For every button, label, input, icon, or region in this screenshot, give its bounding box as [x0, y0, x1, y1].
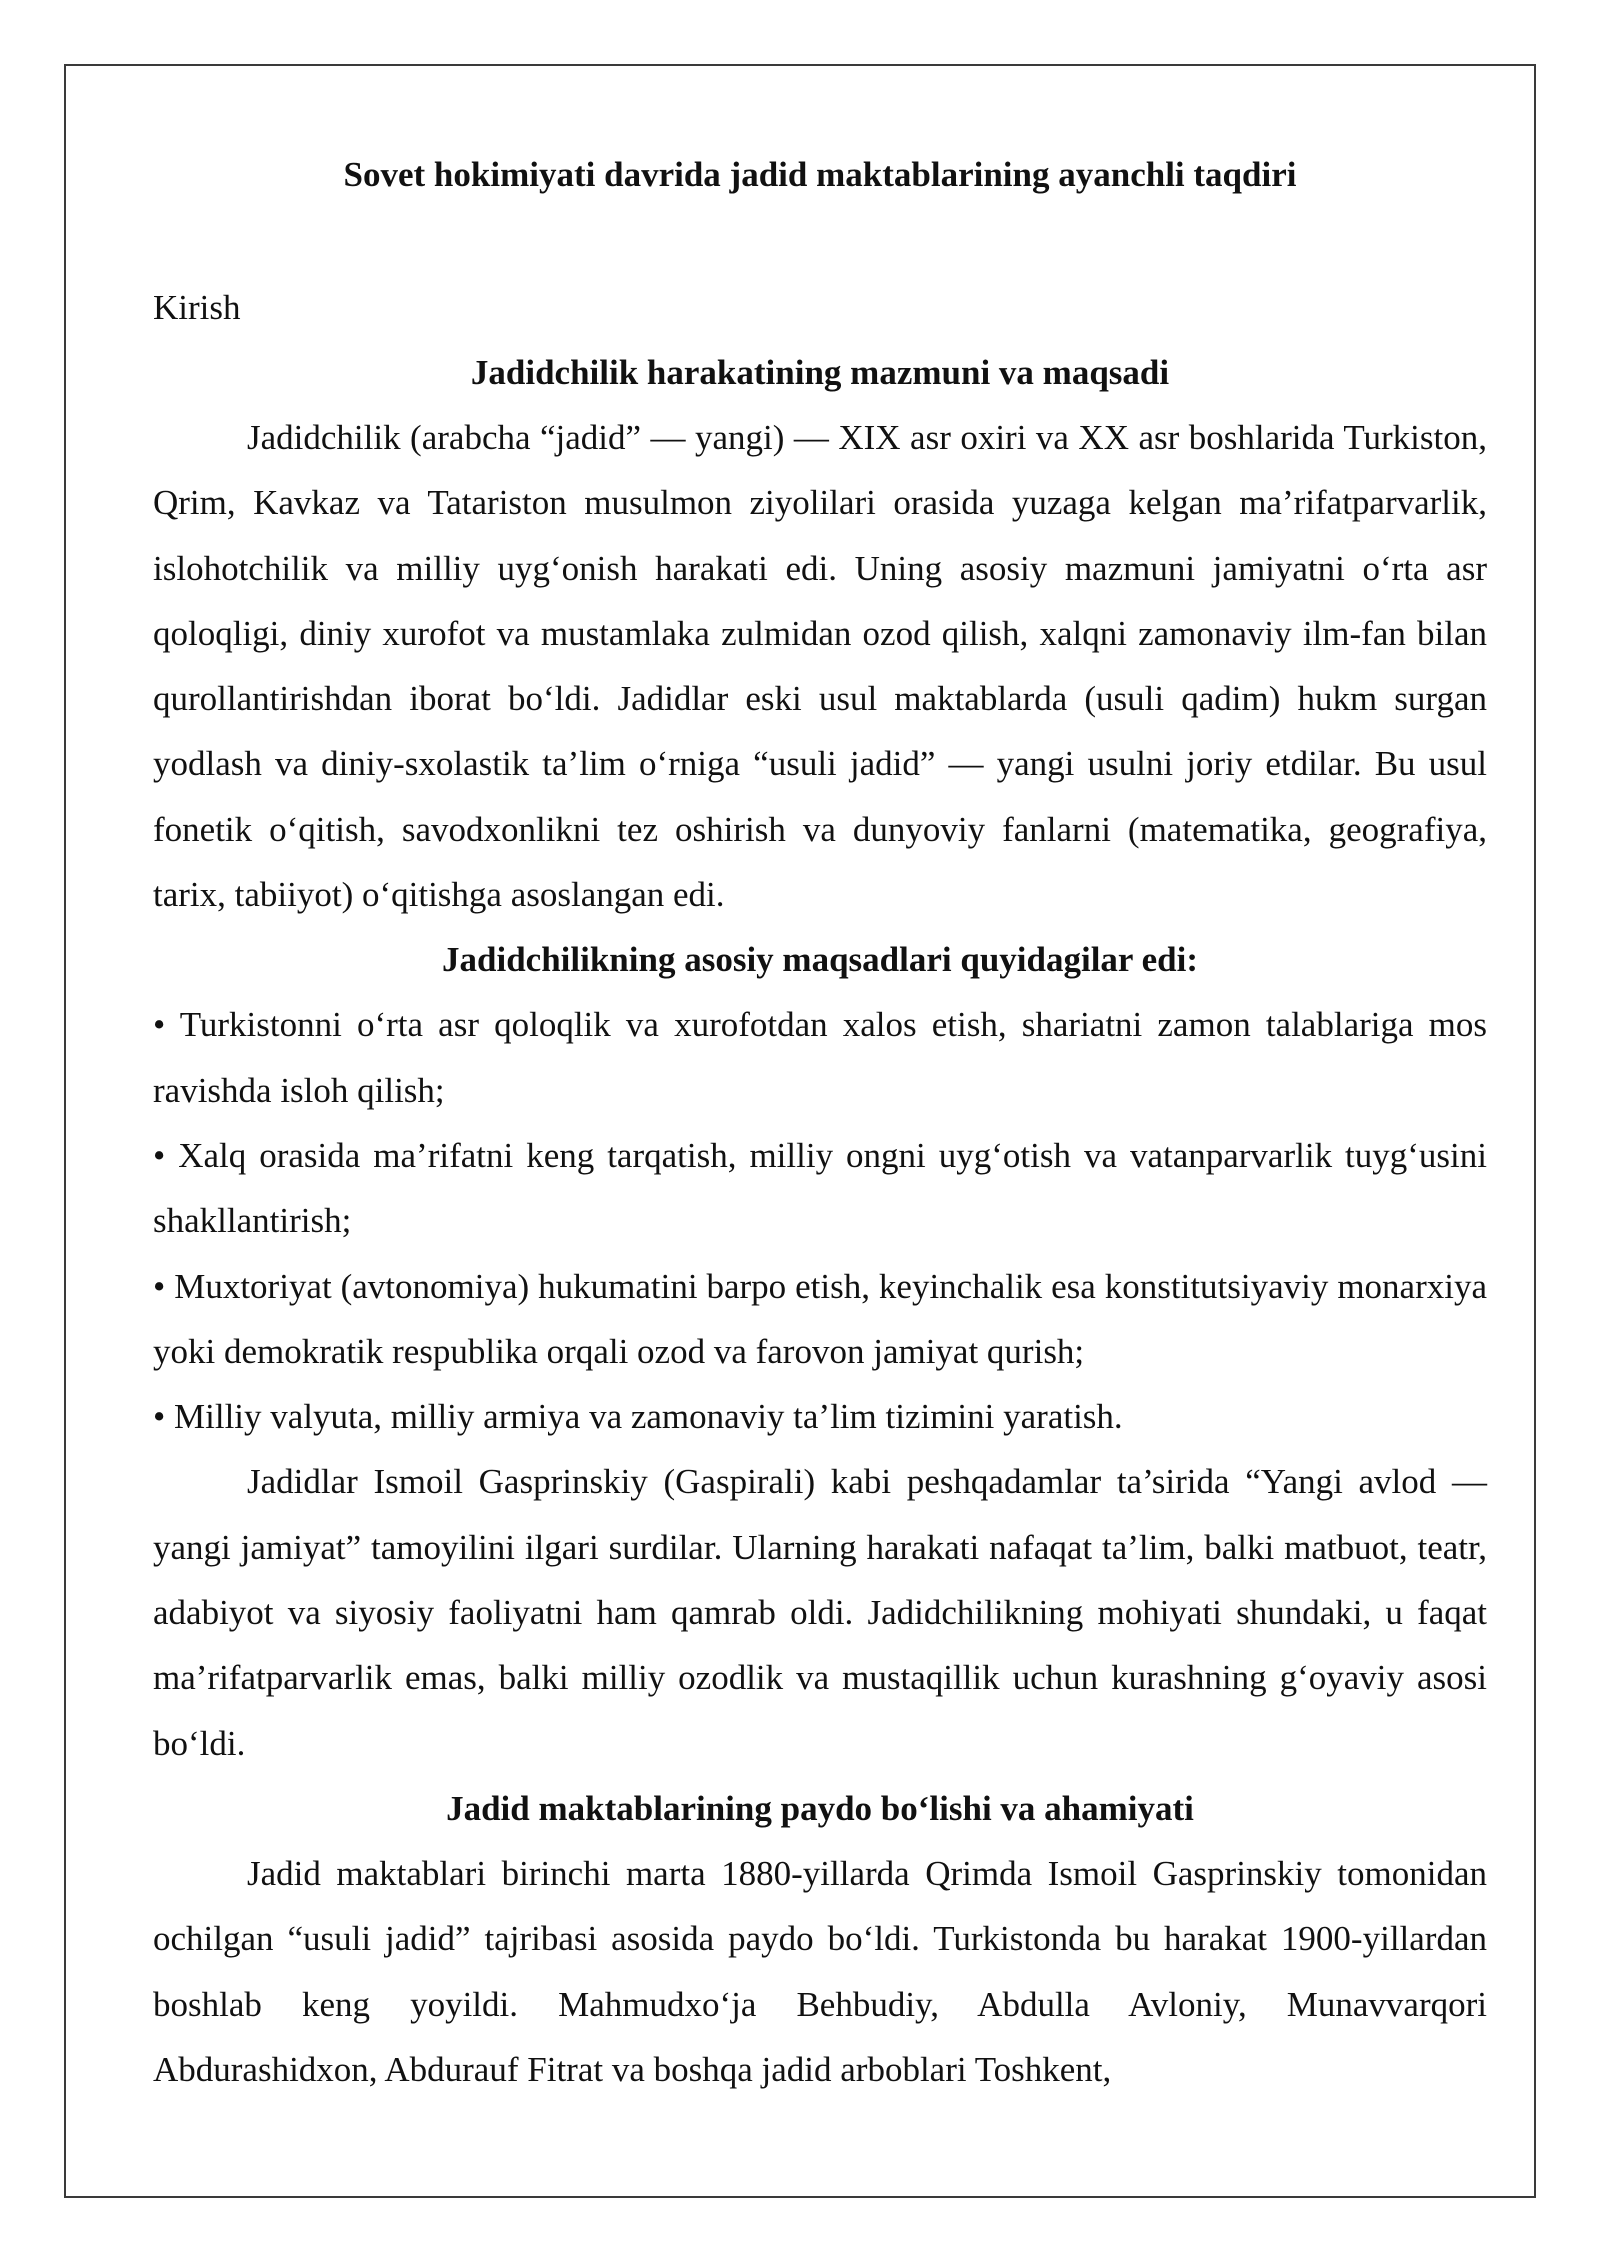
paragraph-schools-origin: Jadid maktablari birinchi marta 1880-yillarda Qrimda Ismoil Gasprinskiy tomonidan ochilgan “usuli jadid” tajribasi asosida paydo bo‘ldi. Turkistonda bu harakat 1900-yillardan boshlab keng yoyildi. Mahmudxo‘ja Behbudiy, Abdulla Avloniy, Munavvarqori Abdurashidxon, Abdurauf Fitrat va boshqa jadid arboblari Toshkent,	[153, 1853, 1487, 2089]
section-heading-main-goals: Jadidchilikning asosiy maqsadlari quyidagilar edi:	[442, 940, 1198, 980]
document-body	[153, 145, 1487, 2102]
document-title: Sovet hokimiyati davrida jadid maktablarining ayanchli taqdiri	[343, 155, 1297, 194]
goal-bullet-3: • Muxtoriyat (avtonomiya) hukumatini barpo etish, keyinchalik esa konstitutsiyaviy monarxiya yoki demokratik respublika orqali ozod va farovon jamiyat qurish;	[153, 1266, 1487, 1371]
intro-label: Kirish	[153, 288, 241, 327]
goal-bullet-2: • Xalq orasida ma’rifatni keng tarqatish, milliy ongni uyg‘otish va vatanparvarlik tuyg‘usini shakllantirish;	[153, 1135, 1487, 1241]
section-heading-schools-origin: Jadid maktablarining paydo bo‘lishi va ahamiyati	[446, 1788, 1194, 1828]
section-heading-content-and-goal: Jadidchilik harakatining mazmuni va maqsadi	[470, 353, 1170, 392]
paragraph-jadidism-definition: Jadidchilik (arabcha “jadid” — yangi) — XIX asr oxiri va XX asr boshlarida Turkiston, Qrim, Kavkaz va Tatariston musulmon ziyolilari orasida yuzaga kelgan ma’rifatparvarlik, islohotchilik va milliy uyg‘onish harakati edi. Uning asosiy mazmuni jamiyatni o‘rta asr qoloqligi, diniy xurofot va mustamlaka zulmidan ozod qilish, xalqni zamonaviy ilm-fan bilan qurollantirishdan iborat bo‘ldi. Jadidlar eski usul maktablarda (usuli qadim) hukm surgan yodlash va diniy-sxolastik ta’lim o‘rniga “usuli jadid” — yangi usulni joriy etdilar. Bu usul fonetik o‘qitish, savodxonlikni tez oshirish va dunyoviy fanlarni (matematika, geografiya, tarix, tabiiyot) o‘qitishga asoslangan edi.	[153, 418, 1487, 915]
title-spacer	[153, 205, 1487, 275]
paragraph-gasprinskiy-influence: Jadidlar Ismoil Gasprinskiy (Gaspirali) kabi peshqadamlar ta’sirida “Yangi avlod — yangi jamiyat” tamoyilini ilgari surdilar. Ularning harakati nafaqat ta’lim, balki matbuot, teatr, adabiyot va siyosiy faoliyatni ham qamrab oldi. Jadidchilikning mohiyati shundaki, u faqat ma’rifatparvarlik emas, balki milliy ozodlik va mustaqillik uchun kurashning g‘oyaviy asosi bo‘ldi.	[153, 1462, 1487, 1763]
goal-bullet-4: • Milliy valyuta, milliy armiya va zamonaviy ta’lim tizimini yaratish.	[153, 1397, 1123, 1437]
goal-bullet-1: • Turkistonni o‘rta asr qoloqlik va xurofotdan xalos etish, shariatni zamon talablariga mos ravishda isloh qilish;	[153, 1005, 1487, 1110]
